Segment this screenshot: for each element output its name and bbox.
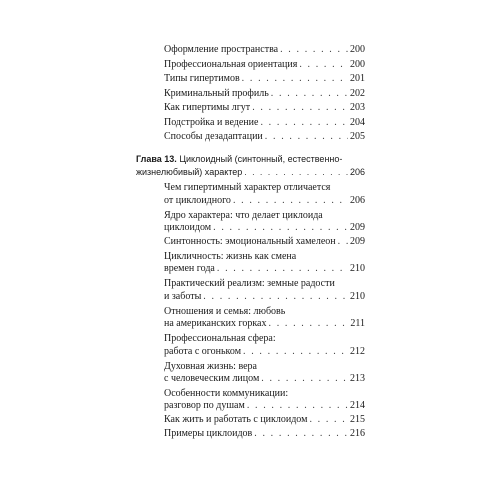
toc-entry[interactable] bbox=[164, 73, 365, 84]
toc-leader-dots bbox=[254, 428, 348, 439]
toc-entry-title: разговор по душам bbox=[164, 400, 245, 411]
toc-entry[interactable] bbox=[164, 131, 365, 142]
chapter-13-heading[interactable] bbox=[136, 154, 342, 165]
toc-entry-title: Оформление пространства bbox=[164, 44, 279, 55]
toc-entry[interactable] bbox=[164, 318, 365, 329]
toc-entry-title: циклоидом bbox=[164, 222, 212, 233]
toc-entry-page: 210 bbox=[350, 263, 365, 274]
chapter-title-line1: Циклоидный (синтонный, естественно- bbox=[176, 154, 343, 164]
toc-entry-title: Примеры циклоидов bbox=[164, 428, 253, 439]
toc-entry-line1: Чем гипертимный характер отличается bbox=[164, 182, 331, 193]
toc-entry-title: Как гипертимы лгут bbox=[164, 102, 251, 113]
toc-leader-dots bbox=[265, 131, 348, 142]
toc-entry[interactable] bbox=[164, 88, 365, 99]
toc-entry-page: 213 bbox=[350, 373, 365, 384]
toc-entry-title: Способы дезадаптации bbox=[164, 131, 263, 142]
toc-entry-title: Подстройка и ведение bbox=[164, 117, 259, 128]
toc-leader-dots bbox=[299, 59, 348, 70]
toc-entry-page: 212 bbox=[350, 346, 365, 357]
chapter-title-line2: жизнелюбивый) характер bbox=[136, 167, 243, 177]
toc-leader-dots bbox=[213, 222, 348, 233]
toc-entry-page: 215 bbox=[350, 414, 365, 425]
toc-leader-dots bbox=[271, 88, 348, 99]
toc-leader-dots bbox=[338, 236, 348, 247]
toc-entry-page: 211 bbox=[350, 318, 365, 329]
toc-entry-page: 206 bbox=[350, 195, 365, 206]
toc-entry[interactable] bbox=[164, 400, 365, 411]
toc-leader-dots bbox=[252, 102, 348, 113]
toc-entry-page: 202 bbox=[350, 88, 365, 99]
toc-leader-dots bbox=[203, 291, 348, 302]
toc-entry-line1: Отношения и семья: любовь bbox=[164, 306, 286, 317]
toc-leader-dots bbox=[247, 400, 348, 411]
toc-leader-dots bbox=[242, 73, 348, 84]
toc-entry[interactable] bbox=[164, 195, 365, 206]
toc-entry-title: времен года bbox=[164, 263, 215, 274]
toc-leader-dots bbox=[269, 318, 349, 329]
toc-entry-line1: Особенности коммуникации: bbox=[164, 388, 289, 399]
toc-entry-title: Профессиональная ориентация bbox=[164, 59, 298, 70]
toc-entry[interactable] bbox=[164, 263, 365, 274]
toc-entry[interactable] bbox=[164, 44, 365, 55]
toc-entry-title: с человеческим лицом bbox=[164, 373, 260, 384]
toc-entry-title: Типы гипертимов bbox=[164, 73, 240, 84]
toc-entry-title: работа с огоньком bbox=[164, 346, 242, 357]
toc-entry-line1: Цикличность: жизнь как смена bbox=[164, 251, 297, 262]
toc-entry-page: 204 bbox=[350, 117, 365, 128]
toc-entry-line1: Ядро характера: что делает циклоида bbox=[164, 210, 323, 221]
toc-entry-page: 210 bbox=[350, 291, 365, 302]
toc-entry-line1: Профессиональная сфера: bbox=[164, 333, 276, 344]
toc-entry-page: 200 bbox=[350, 59, 365, 70]
toc-entry[interactable] bbox=[164, 102, 365, 113]
toc-leader-dots bbox=[244, 167, 348, 178]
toc-entry-page: 201 bbox=[350, 73, 365, 84]
toc-entry-page: 209 bbox=[350, 236, 365, 247]
toc-entry-page: 205 bbox=[350, 131, 365, 142]
toc-leader-dots bbox=[260, 117, 348, 128]
toc-entry-title: Синтонность: эмоциональный хамелеон bbox=[164, 236, 336, 247]
toc-entry[interactable] bbox=[164, 291, 365, 302]
toc-entry-page: 203 bbox=[350, 102, 365, 113]
toc-entry[interactable] bbox=[164, 59, 365, 70]
toc-entry[interactable] bbox=[164, 373, 365, 384]
toc-entry[interactable] bbox=[164, 414, 365, 425]
toc-entry-line1: Практический реализм: земные радости bbox=[164, 278, 335, 289]
toc-leader-dots bbox=[309, 414, 348, 425]
chapter-13-heading-line2[interactable] bbox=[136, 167, 365, 178]
toc-entry-title: на американских горках bbox=[164, 318, 267, 329]
toc-entry[interactable] bbox=[164, 428, 365, 439]
toc-entry-page: 214 bbox=[350, 400, 365, 411]
toc-entry-line1: Духовная жизнь: вера bbox=[164, 361, 257, 372]
toc-entry[interactable] bbox=[164, 236, 365, 247]
toc-entry-title: Криминальный профиль bbox=[164, 88, 269, 99]
toc-entry-title: Как жить и работать с циклоидом bbox=[164, 414, 308, 425]
chapter-page: 206 bbox=[349, 167, 365, 177]
toc-entry[interactable] bbox=[164, 346, 365, 357]
toc-entry-title: от циклоидного bbox=[164, 195, 231, 206]
toc-leader-dots bbox=[243, 346, 348, 357]
toc-entry[interactable] bbox=[164, 222, 365, 233]
toc-leader-dots bbox=[217, 263, 348, 274]
chapter-label: Глава 13. bbox=[136, 154, 177, 164]
toc-entry-page: 200 bbox=[350, 44, 365, 55]
toc-entry[interactable] bbox=[164, 117, 365, 128]
toc-leader-dots bbox=[233, 195, 348, 206]
toc-leader-dots bbox=[261, 373, 348, 384]
toc-entry-page: 209 bbox=[350, 222, 365, 233]
toc-entry-page: 216 bbox=[350, 428, 365, 439]
toc-entry-title: и заботы bbox=[164, 291, 202, 302]
toc-leader-dots bbox=[280, 44, 348, 55]
